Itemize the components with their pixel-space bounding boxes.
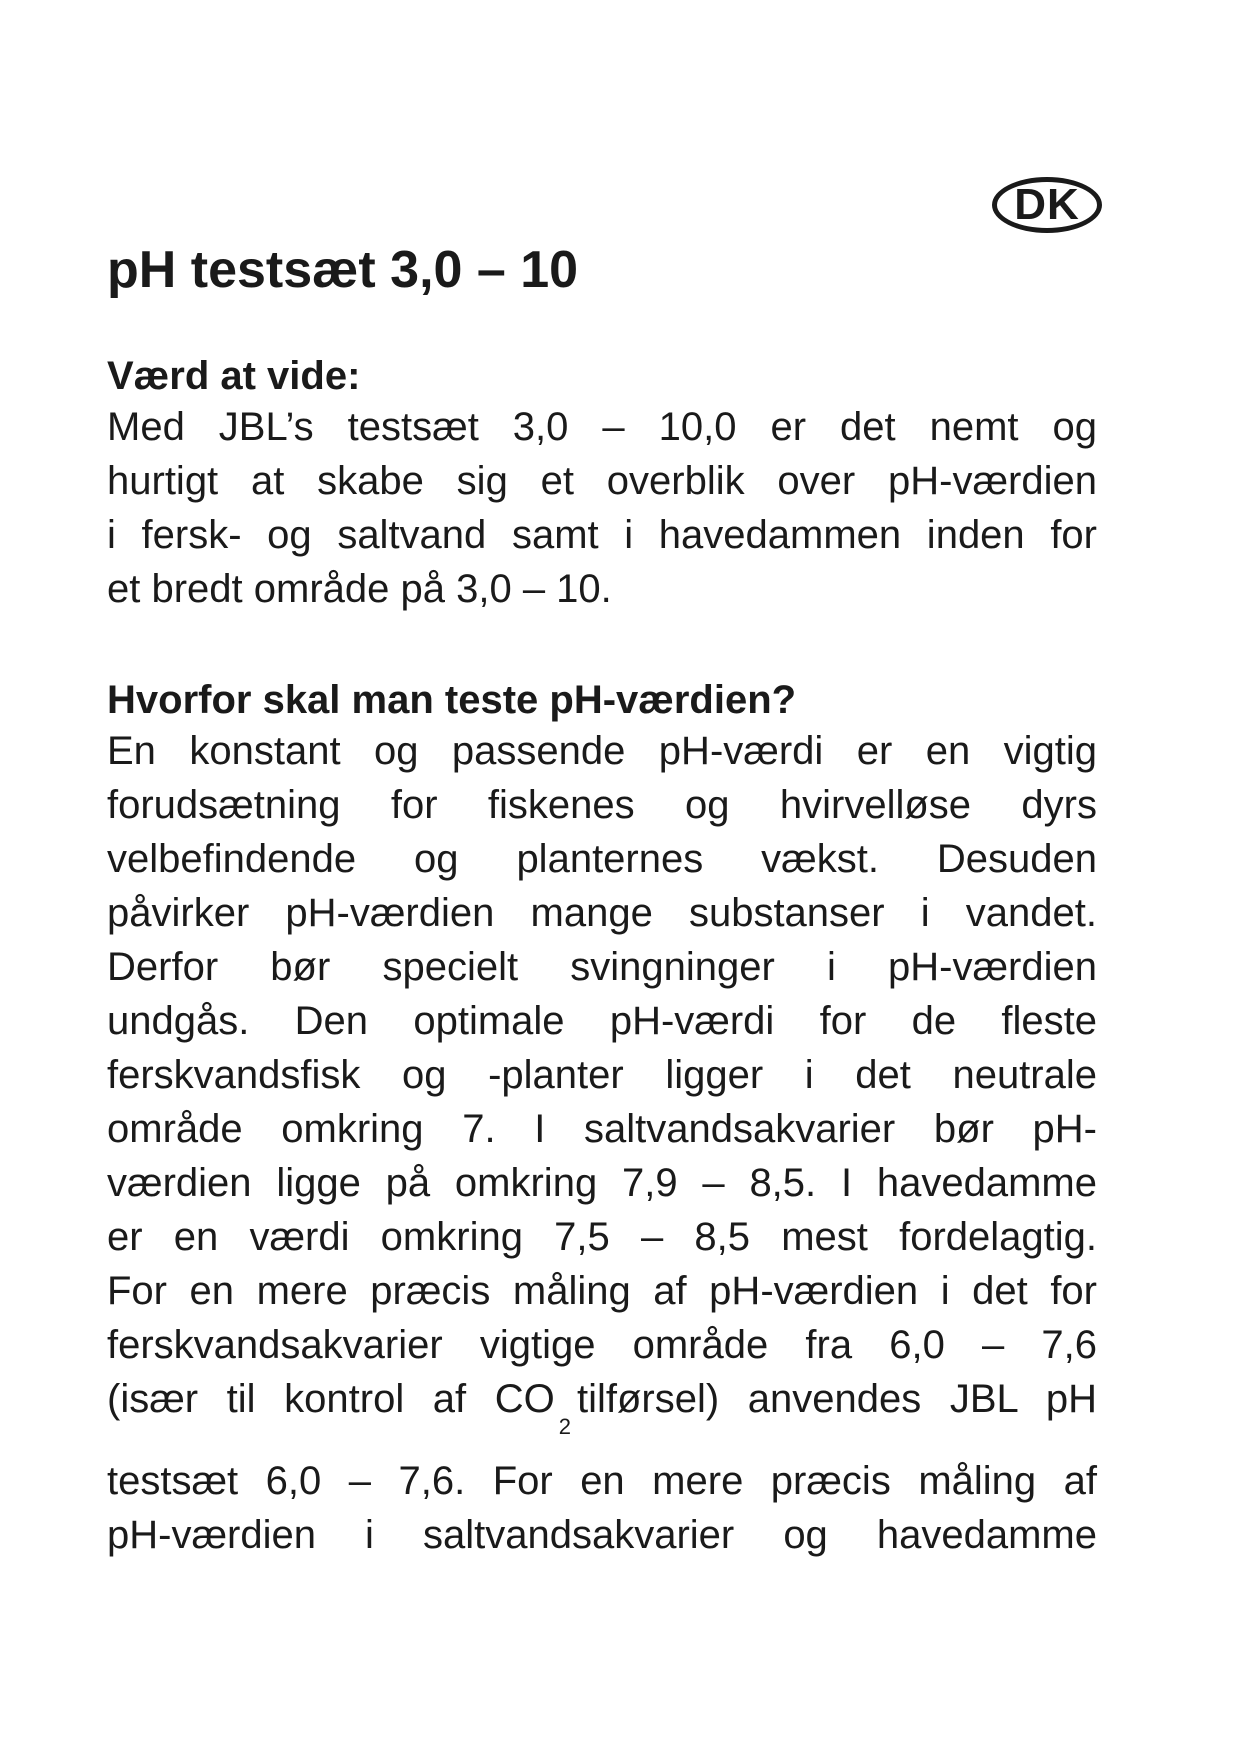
paragraph-line: En konstant og passende pH-værdi er en vigtig xyxy=(107,729,1097,773)
section-good-to-know xyxy=(107,352,1097,616)
paragraph-line: område omkring 7. I saltvandsakvarier bør pH- xyxy=(107,1107,1097,1151)
paragraph-line: For en mere præcis måling af pH-værdien i det for xyxy=(107,1269,1097,1313)
paragraph-line: Med JBL’s testsæt 3,0 – 10,0 er det nemt og xyxy=(107,405,1097,449)
paragraph-line: Derfor bør specielt svingninger i pH-værdien xyxy=(107,945,1097,989)
paragraph-line: undgås. Den optimale pH-værdi for de fleste xyxy=(107,999,1097,1043)
section-why-test xyxy=(107,676,1097,1562)
paragraph-line: pH-værdien i saltvandsakvarier og havedamme xyxy=(107,1513,1097,1557)
paragraph-line: værdien ligge på omkring 7,9 – 8,5. I havedamme xyxy=(107,1161,1097,1205)
page-title: pH testsæt 3,0 – 10 xyxy=(107,241,579,299)
section-body-why-test xyxy=(107,724,1097,1562)
paragraph-line: testsæt 6,0 – 7,6. For en mere præcis måling af xyxy=(107,1459,1097,1503)
paragraph-line: velbefindende og planternes vækst. Desuden xyxy=(107,837,1097,881)
paragraph-line: påvirker pH-værdien mange substanser i vandet. xyxy=(107,891,1097,935)
paragraph-line: ferskvandsakvarier vigtige område fra 6,0 – 7,6 xyxy=(107,1323,1097,1367)
section-heading-good-to-know: Værd at vide: xyxy=(107,354,361,398)
co2-text-before: (især til kontrol af CO xyxy=(107,1377,555,1421)
paragraph-line: et bredt område på 3,0 – 10. xyxy=(107,567,612,611)
paragraph-line: hurtigt at skabe sig et overblik over pH-værdien xyxy=(107,459,1097,503)
section-body-good-to-know xyxy=(107,400,1097,616)
paragraph-line: ferskvandsfisk og -planter ligger i det neutrale xyxy=(107,1053,1097,1097)
paragraph-line: forudsætning for fiskenes og hvirvelløse dyrs xyxy=(107,783,1097,827)
paragraph-line: i fersk- og saltvand samt i havedammen inden for xyxy=(107,513,1097,557)
co2-subscript: 2 xyxy=(558,1414,571,1439)
section-heading-why-test: Hvorfor skal man teste pH-værdien? xyxy=(107,678,797,722)
paragraph-line-co2 xyxy=(107,1372,1097,1454)
co2-text-after: tilførsel) anvendes JBL pH xyxy=(576,1377,1097,1421)
paragraph-line: er en værdi omkring 7,5 – 8,5 mest fordelagtig. xyxy=(107,1215,1097,1259)
country-badge-dk: DK xyxy=(992,177,1102,233)
